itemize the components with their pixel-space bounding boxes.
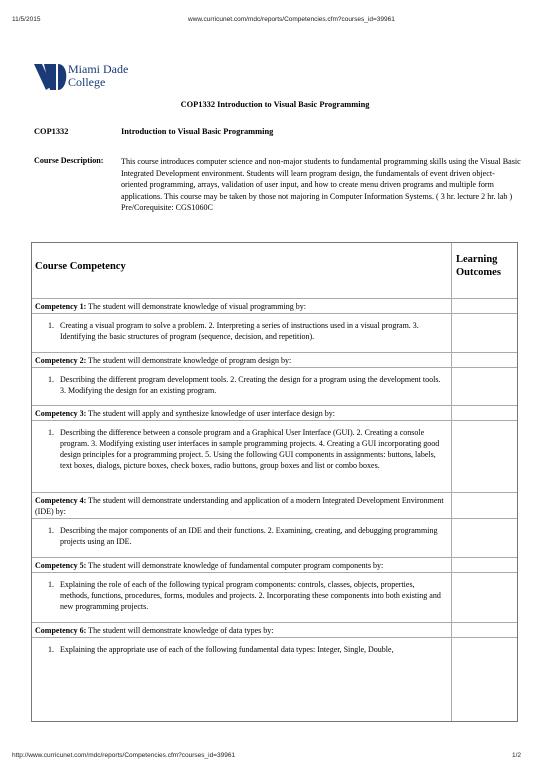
item-number: 1. xyxy=(48,428,54,437)
competency-item: Creating a visual program to solve a problem. 2. Interpreting a series of instructions used in a visual program. 3. Identifying the basic structures of program (sequence, decision, and repetition). xyxy=(60,321,419,341)
course-description xyxy=(121,156,521,214)
page-number: 1/2 xyxy=(512,752,522,759)
header-date: 11/5/2015 xyxy=(12,16,41,23)
competency-item-row xyxy=(32,314,517,353)
competency-item-row xyxy=(32,421,517,493)
learning-outcomes-header-line1: Learning xyxy=(456,254,498,265)
competency-item: Explaining the appropriate use of each of the following fundamental data types: Integer, Single, Double, xyxy=(60,645,394,654)
competency-row xyxy=(32,406,517,421)
course-title: Introduction to Visual Basic Programming xyxy=(121,127,274,136)
competency-label: Competency 5: xyxy=(35,561,87,570)
learning-outcome-cell xyxy=(453,519,518,557)
header-url: www.curricunet.com/mdc/reports/Competencies.cfm?courses_id=39961 xyxy=(188,16,395,23)
college-name-line2: College xyxy=(68,75,106,89)
competency-table xyxy=(31,242,518,722)
competency-text: The student will demonstrate understanding and application of a modern Integrated Development Environment (IDE) by: xyxy=(35,496,444,516)
competency-text: The student will demonstrate knowledge of data types by: xyxy=(86,626,274,635)
learning-outcome-cell xyxy=(453,421,518,492)
learning-outcome-cell xyxy=(453,314,518,352)
learning-outcome-cell xyxy=(453,368,518,405)
learning-outcome-cell xyxy=(453,638,518,722)
competency-item-row xyxy=(32,368,517,406)
competency-row xyxy=(32,623,517,638)
competency-row xyxy=(32,493,517,519)
competency-item: Describing the difference between a console program and a Graphical User Interface (GUI). 2. Creating a console program. 3. Modifying existing user interfaces in sample programming projects. 4. Creating a GUI incorporating good design principles for a programming project. 5. Using the following GUI components in assignments: buttons, labels, text boxes, dialogs, picture boxes, check boxes, radio buttons, group boxes and list or combo boxes. xyxy=(60,428,440,470)
competency-text: The student will apply and synthesize knowledge of user interface design by: xyxy=(86,409,336,418)
competency-text: The student will demonstrate knowledge of visual programming by: xyxy=(86,302,306,311)
competency-label: Competency 6: xyxy=(35,626,87,635)
learning-outcomes-header xyxy=(453,243,518,298)
learning-outcomes-header-line2: Outcomes xyxy=(456,267,501,278)
learning-outcome-cell xyxy=(453,558,518,572)
table-header-row xyxy=(32,243,517,299)
competency-row xyxy=(32,558,517,573)
competency-item-row xyxy=(32,519,517,558)
competency-label: Competency 2: xyxy=(35,356,87,365)
prerequisite-text: Pre/Corequisite: CGS1060C xyxy=(121,203,213,213)
item-number: 1. xyxy=(48,580,54,589)
footer-url: http://www.curricunet.com/mdc/reports/Competencies.cfm?courses_id=39961 xyxy=(12,752,236,759)
competency-text: The student will demonstrate knowledge of program design by: xyxy=(86,356,292,365)
course-competency-header: Course Competency xyxy=(32,243,452,298)
competency-label: Competency 1: xyxy=(35,302,87,311)
learning-outcome-cell xyxy=(453,493,518,518)
competency-label: Competency 3: xyxy=(35,409,87,418)
description-text: This course introduces computer science and non-major students to fundamental programming skills using the Visual Basic Integrated Development environment. Students will learn program design, the fundamentals of event driven object-oriented programming, arrays, validation of user input, and how to create menu driven programs and multiple form applications. This course may be taken by those not majoring in Computer Information Systems. ( 3 hr. lecture 2 hr. lab ) xyxy=(121,157,521,201)
learning-outcome-cell xyxy=(453,406,518,420)
learning-outcome-cell xyxy=(453,623,518,637)
college-name xyxy=(68,63,128,89)
page-title: COP1332 Introduction to Visual Basic Programming xyxy=(180,100,370,109)
competency-row xyxy=(32,353,517,368)
college-name-line1: Miami Dade xyxy=(68,62,129,76)
competency-item: Describing the major components of an IDE and their functions. 2. Examining, creating, and debugging programming projects using an IDE. xyxy=(60,526,438,546)
competency-item: Explaining the role of each of the following typical program components: controls, classes, objects, properties, methods, functions, procedures, forms, modules and projects. 2. Incorporating these components into both existing and new programming projects. xyxy=(60,580,441,611)
competency-item-row xyxy=(32,573,517,623)
competency-text: The student will demonstrate knowledge of fundamental computer program components by: xyxy=(86,561,384,570)
item-number: 1. xyxy=(48,321,54,330)
competency-item: Describing the different program development tools. 2. Creating the design for a program using the development tools. 3. Modifying the design for an existing program. xyxy=(60,375,441,395)
competency-row xyxy=(32,299,517,314)
item-number: 1. xyxy=(48,526,54,535)
description-label: Course Description: xyxy=(34,156,104,165)
learning-outcome-cell xyxy=(453,299,518,313)
item-number: 1. xyxy=(48,375,54,384)
learning-outcome-cell xyxy=(453,573,518,622)
learning-outcome-cell xyxy=(453,353,518,367)
course-code: COP1332 xyxy=(34,127,69,136)
item-number: 1. xyxy=(48,645,54,654)
competency-item-row xyxy=(32,638,517,722)
competency-label: Competency 4: xyxy=(35,496,87,505)
